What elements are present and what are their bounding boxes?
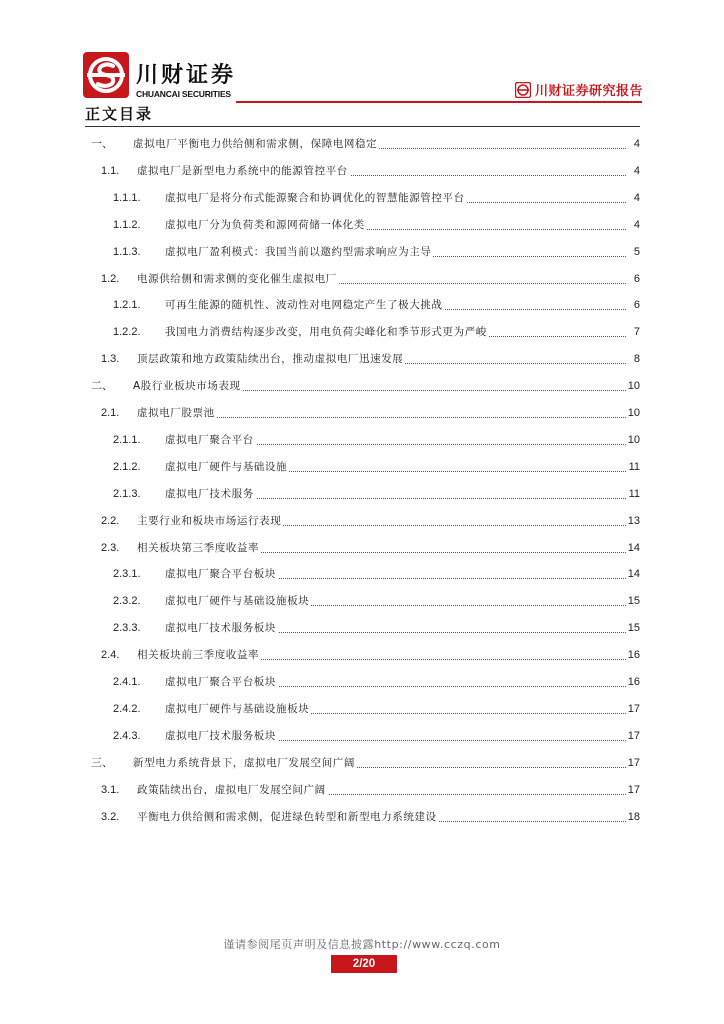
toc-entry-number: 3.2. <box>101 810 120 823</box>
toc-entry[interactable] <box>85 402 640 422</box>
toc-entry-title: 可再生能源的随机性、波动性对电网稳定产生了极大挑战 <box>165 299 443 312</box>
toc-entry-title: 平衡电力供给侧和需求侧，促进绿色转型和新型电力系统建设 <box>137 810 437 823</box>
report-tag-text: 川财证券研究报告 <box>534 84 643 99</box>
toc-entry-title: 我国电力消费结构逐步改变，用电负荷尖峰化和季节形式更为严峻 <box>165 326 487 339</box>
toc-entry-number: 三、 <box>91 756 113 769</box>
toc-entry-title: 虚拟电厂硬件与基础设施 <box>165 460 288 473</box>
toc-entry-page: 6 <box>633 299 640 312</box>
toc-entry-number: 1.1.3. <box>113 245 141 258</box>
toc-entry-page: 10 <box>627 380 640 393</box>
toc-entry[interactable] <box>85 725 640 745</box>
toc-entry-page: 17 <box>627 702 640 715</box>
toc-entry-number: 2.4.3. <box>113 729 141 742</box>
toc-entry-number: 1.3. <box>101 353 120 366</box>
toc-entry[interactable] <box>85 590 640 610</box>
toc-entry-page: 13 <box>627 514 640 527</box>
toc-entry-page: 5 <box>633 245 640 258</box>
toc-entry-number: 二、 <box>91 380 113 393</box>
toc-entry-number: 2.3.2. <box>113 595 141 608</box>
toc-entry-title: 虚拟电厂是将分布式能源聚合和协调优化的智慧能源管控平台 <box>165 191 465 204</box>
toc-entry-number: 1.2. <box>101 272 120 285</box>
toc-entry-title: 虚拟电厂盈利模式：我国当前以邀约型需求响应为主导 <box>165 245 432 258</box>
toc-entry-title: 主要行业和板块市场运行表现 <box>137 514 282 527</box>
toc-entry-number: 1.2.2. <box>113 326 141 339</box>
footer-disclaimer: 谨请参阅尾页声明及信息披露http://www.cczq.com <box>223 938 501 951</box>
chuancai-logo-icon <box>83 52 129 98</box>
toc-entry-number: 1.1.1. <box>113 191 141 204</box>
toc-entry[interactable] <box>85 698 640 718</box>
toc-entry[interactable] <box>85 241 640 261</box>
toc-entry-page: 14 <box>627 541 640 554</box>
toc-entry-title: 虚拟电厂硬件与基础设施板块 <box>165 595 310 608</box>
toc-entry[interactable] <box>85 806 640 826</box>
toc-entry-number: 一、 <box>91 138 113 150</box>
toc-entry-page: 17 <box>627 783 640 796</box>
toc-entry-title: 虚拟电厂股票池 <box>137 407 215 419</box>
toc-entry[interactable] <box>85 779 640 799</box>
toc-entry[interactable] <box>85 752 640 772</box>
toc-entry-number: 1.1. <box>101 164 120 177</box>
toc-entry-number: 2.4.1. <box>113 676 141 688</box>
toc-entry-title: 虚拟电厂技术服务板块 <box>165 622 276 635</box>
toc-entry-page: 16 <box>627 649 640 662</box>
toc-entry[interactable] <box>85 348 640 368</box>
toc-entry[interactable] <box>85 375 640 395</box>
toc-entry[interactable] <box>85 321 640 341</box>
toc-entry-page: 4 <box>633 138 640 150</box>
chuancai-small-logo-icon <box>515 82 531 98</box>
toc-entry-page: 15 <box>627 622 640 635</box>
toc-entry-page: 14 <box>627 568 640 581</box>
toc-entry-title: 虚拟电厂硬件与基础设施板块 <box>165 702 310 715</box>
toc-entry-number: 2.4. <box>101 649 120 662</box>
toc-title-rule <box>85 126 640 127</box>
toc-entry-number: 1.2.1. <box>113 299 141 312</box>
toc-entry-title: 虚拟电厂聚合平台板块 <box>165 568 276 581</box>
toc-entry[interactable] <box>85 510 640 530</box>
toc-title: 正文目录 <box>85 105 154 123</box>
toc-entry-number: 2.4.2. <box>113 702 141 715</box>
toc-entry-page: 15 <box>627 595 640 608</box>
toc-entry-title: 相关板块第三季度收益率 <box>137 541 260 554</box>
toc-entry[interactable] <box>85 537 640 557</box>
toc-entry[interactable] <box>85 483 640 503</box>
toc-entry-page: 10 <box>627 433 640 446</box>
toc-entry-number: 2.1.1. <box>113 433 141 446</box>
toc-entry-title: 虚拟电厂平衡电力供给侧和需求侧，保障电网稳定 <box>133 138 378 150</box>
report-tag <box>515 80 643 99</box>
toc-entry-number: 2.1.3. <box>113 487 141 500</box>
toc-entry-title: 相关板块前三季度收益率 <box>137 649 260 662</box>
toc-entry-page: 17 <box>627 756 640 769</box>
toc-entry-title: 电源供给侧和需求侧的变化催生虚拟电厂 <box>137 272 337 285</box>
toc-entry[interactable] <box>85 268 640 288</box>
toc-entry[interactable] <box>85 214 640 234</box>
brand-name-en: CHUANCAI SECURITIES <box>136 89 231 99</box>
toc-entry-page: 18 <box>627 810 640 823</box>
toc-entry-page: 16 <box>627 676 640 688</box>
toc-entry-number: 2.3.1. <box>113 568 141 581</box>
toc-entry-title: 虚拟电厂聚合平台 <box>165 433 254 446</box>
toc-entry-title: 顶层政策和地方政策陆续出台，推动虚拟电厂迅速发展 <box>137 353 404 366</box>
page-number-badge: 2/20 <box>331 955 397 973</box>
toc-entry[interactable] <box>85 617 640 637</box>
toc-entry-page: 11 <box>628 487 640 500</box>
toc-entry[interactable] <box>85 187 640 207</box>
toc-entry[interactable] <box>85 456 640 476</box>
toc-entry-page: 11 <box>628 460 640 473</box>
toc-entry-number: 2.3.3. <box>113 622 141 635</box>
toc-entry[interactable] <box>85 429 640 449</box>
toc-entry[interactable] <box>85 671 640 691</box>
toc-entry-title: 新型电力系统背景下，虚拟电厂发展空间广阔 <box>133 756 355 769</box>
toc-entry-number: 2.3. <box>101 541 120 554</box>
toc-entry-page: 4 <box>633 191 640 204</box>
toc-entry[interactable] <box>85 294 640 314</box>
toc-entry-page: 4 <box>633 164 640 177</box>
header-rule <box>236 101 642 103</box>
toc-entry-page: 4 <box>633 218 640 231</box>
brand-name-cn: 川财证券 <box>136 63 237 88</box>
toc-entry[interactable] <box>85 563 640 583</box>
toc-entry-number: 1.1.2. <box>113 218 141 231</box>
toc-entry-title: 政策陆续出台，虚拟电厂发展空间广阔 <box>137 783 326 796</box>
toc-entry-page: 7 <box>633 326 640 339</box>
toc-entry[interactable] <box>85 133 640 153</box>
toc-entry-page: 10 <box>627 407 640 419</box>
toc-entry-title: 虚拟电厂技术服务板块 <box>165 729 276 742</box>
toc-entry-title: 虚拟电厂是新型电力系统中的能源管控平台 <box>137 164 348 177</box>
toc-entry-number: 2.1.2. <box>113 460 141 473</box>
toc-entry-title: 虚拟电厂技术服务 <box>165 487 254 500</box>
toc-entry[interactable] <box>85 160 640 180</box>
toc-entry-title: A股行业板块市场表现 <box>133 380 241 393</box>
toc-entry-title: 虚拟电厂分为负荷类和源网荷储一体化类 <box>165 218 365 231</box>
toc-entry-page: 6 <box>633 272 640 285</box>
toc-entry-page: 17 <box>627 729 640 742</box>
toc-entry[interactable] <box>85 644 640 664</box>
toc-entry-page: 8 <box>633 353 640 366</box>
toc-entry-number: 2.2. <box>101 514 120 527</box>
page-header <box>83 52 643 104</box>
toc-entry-number: 3.1. <box>101 783 120 796</box>
toc-entry-number: 2.1. <box>101 407 120 419</box>
toc-entry-title: 虚拟电厂聚合平台板块 <box>165 676 276 688</box>
